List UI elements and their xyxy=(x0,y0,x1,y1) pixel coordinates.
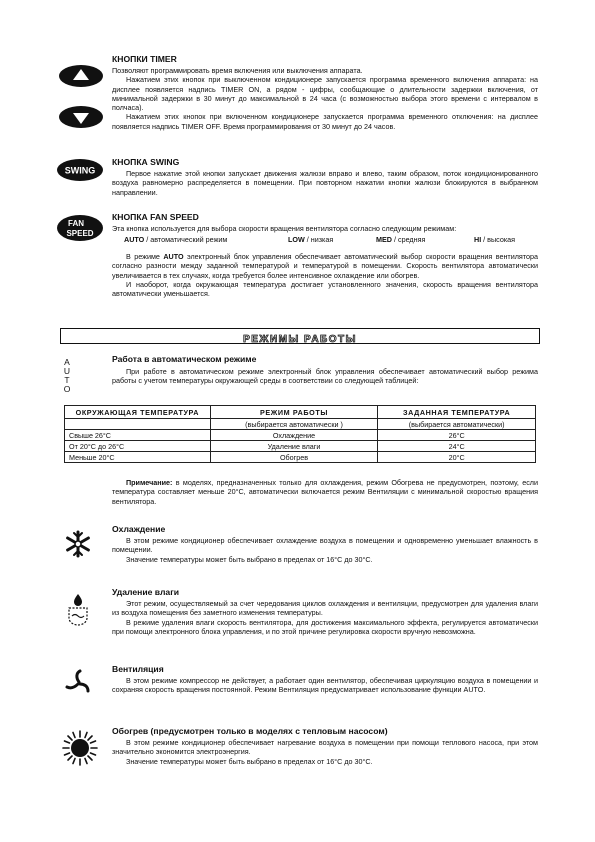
cooling-heading: Охлаждение xyxy=(112,524,166,534)
fan-speed-heading: КНОПКА FAN SPEED xyxy=(112,212,199,222)
auto-heading: Работа в автоматическом режиме xyxy=(112,354,257,364)
fan-speed-paragraph-3: И наоборот, когда окружающая температура достигает установленного значения, скорость вращения вентилятора автоматически уменьшается. xyxy=(112,279,538,299)
table-cell: 20°C xyxy=(378,452,536,463)
timer-up-button-icon xyxy=(58,64,104,93)
section-title-box xyxy=(60,328,540,344)
fan-icon-label-2: SPEED xyxy=(66,229,94,238)
timer-paragraph-1: Позволяют программировать время включения или выключения аппарата. xyxy=(112,66,363,75)
dry-paragraph-2: В режиме удаления влаги скорость вентилятора, для достижения максимального эффекта, регулируется автоматически при помощи электронного блока управления, и по этой причине регулировка скорости вручную невозможна. xyxy=(112,617,538,636)
heating-paragraph-1: В этом режиме кондиционер обеспечивает нагревание воздуха в помещении при помощи теплового насоса, при этом значительно экономится электроэнергия. xyxy=(112,738,538,757)
note-label: Примечание: xyxy=(126,478,173,487)
note-text: в моделях, предназначенных только для охлаждения, режим Обогрева не предусмотрен, поэтому, если температура составляет меньше 20°C, автоматически включается режим Вентиляции с минимальной скоростью вращения вентилятора. xyxy=(112,478,538,506)
table-cell: Обогрев xyxy=(210,452,378,463)
table-cell: (выбирается автоматически) xyxy=(378,419,536,430)
swing-icon-label: SWING xyxy=(64,165,96,176)
mode-desc: / средняя xyxy=(391,235,426,244)
auto-letter: A xyxy=(64,357,70,367)
table-row xyxy=(65,452,536,463)
table-subheader-row xyxy=(65,419,536,430)
table-header-row xyxy=(65,406,536,419)
auto-mode-table xyxy=(64,405,536,463)
table-cell xyxy=(65,419,211,430)
cooling-paragraph-2: Значение температуры может быть выбрано в пределах от 16°C до 30°C. xyxy=(126,554,373,564)
table-cell: От 20°C до 26°C xyxy=(65,441,211,452)
snowflake-icon xyxy=(64,530,92,563)
table-cell: 26°C xyxy=(378,430,536,441)
mode-key: AUTO xyxy=(124,235,145,244)
mode-desc: / высокая xyxy=(481,235,516,244)
swing-heading: КНОПКА SWING xyxy=(112,157,180,167)
timer-heading: КНОПКИ TIMER xyxy=(112,54,177,64)
dry-paragraph-1: Этот режим, осуществляемый за счет чередования циклов охлаждения и вентиляции, предусмотрен для удаления влаги из воздуха помещения без заметного изменения температуры. xyxy=(112,599,538,618)
table-cell: 24°C xyxy=(378,441,536,452)
heating-paragraph-2: Значение температуры может быть выбрано в пределах от 16°C до 30°C. xyxy=(126,756,373,766)
fan-icon-label-1: FAN xyxy=(68,219,84,228)
timer-paragraph-3: Нажатием этих кнопок при включенном кондиционере запускается программа временного отключения: на дисплее появляется надпись TIMER OFF. Время программирования от 30 минут до 24 часов. xyxy=(112,112,538,131)
ventilation-heading: Вентиляция xyxy=(112,664,164,674)
table-row xyxy=(65,430,536,441)
auto-letter: U xyxy=(63,366,71,376)
water-drop-icon xyxy=(66,592,90,631)
cooling-paragraph-1: В этом режиме кондиционер обеспечивает охлаждение воздуха в помещении и одновременно уменьшает влажность в помещении. xyxy=(112,536,538,555)
table-header: ОКРУЖАЮЩАЯ ТЕМПЕРАТУРА xyxy=(65,406,211,419)
sun-icon xyxy=(62,730,98,771)
auto-vertical-label xyxy=(62,358,72,394)
swing-paragraph: Первое нажатие этой кнопки запускает движения жалюзи вправо и влево, таким образом, поток кондиционированного воздуха равномерно распределяется в помещении. При повторном нажатии кнопки жалюзи блокируются в выбранном направлении. xyxy=(112,169,538,197)
auto-paragraph: При работе в автоматическом режиме электронный блок управления обеспечивает автоматический выбор режима работы с учетом температуры окружающей среды в соответствии со следующей таблицей: xyxy=(112,367,538,386)
timer-down-button-icon xyxy=(58,105,104,134)
dry-heading: Удаление влаги xyxy=(112,587,180,597)
table-header: РЕЖИМ РАБОТЫ xyxy=(210,406,378,419)
fan-icon xyxy=(64,668,94,703)
table-cell: (выбирается автоматически ) xyxy=(210,419,378,430)
auto-note xyxy=(112,478,538,506)
table-header: ЗАДАННАЯ ТЕМПЕРАТУРА xyxy=(378,406,536,419)
table-cell: Охлаждение xyxy=(210,430,378,441)
mode-key: LOW xyxy=(288,235,305,244)
table-cell: Удаление влаги xyxy=(210,441,378,452)
timer-paragraph-2: Нажатием этих кнопок при выключенном кондиционере запускается программа временного включения аппарата: на дисплее появляется надпись TIMER ON, а рядом - цифры, сообщающие о длительности задержки включения, от минимальной задержки в 30 минут до максимальной в 24 часа (с возможностью выбора этого времени с интервалом в полчаса). xyxy=(112,75,538,113)
table-cell: Свыше 26°C xyxy=(65,430,211,441)
mode-desc: / низкая xyxy=(304,235,334,244)
table-row xyxy=(65,441,536,452)
auto-letter: O xyxy=(63,384,71,394)
mode-key: HI xyxy=(474,235,482,244)
fan-speed-paragraph-1: Эта кнопка используется для выбора скорости вращения вентилятора согласно следующим режимам: xyxy=(112,224,457,233)
table-cell: Меньше 20°C xyxy=(65,452,211,463)
section-title: РЕЖИМЫ РАБОТЫ xyxy=(243,334,357,345)
fan-speed-button-icon xyxy=(56,214,104,247)
mode-key: MED xyxy=(376,235,392,244)
heating-heading: Обогрев (предусмотрен только в моделях с тепловым насосом) xyxy=(112,726,388,736)
fan-speed-paragraph-2: В режиме AUTO электронный блок управления обеспечивает автоматический выбор скорости вращения вентилятора согласно разности между заданной температурой и температурой в помещении. Скорость вентилятора автоматически увеличивается в тех случаях, когда требуется более интенсивное охлаждение или обогрев. xyxy=(112,252,539,280)
auto-letter: T xyxy=(64,375,70,385)
mode-desc: / автоматический режим xyxy=(144,235,228,244)
ventilation-paragraph: В этом режиме компрессор не действует, а работает один вентилятор, обеспечивая циркуляцию воздуха в помещении и сохраняя скорость вращения постоянной. Режим Вентиляция предусматривает использование функции AUTO. xyxy=(112,676,538,695)
swing-button-icon xyxy=(56,158,104,187)
